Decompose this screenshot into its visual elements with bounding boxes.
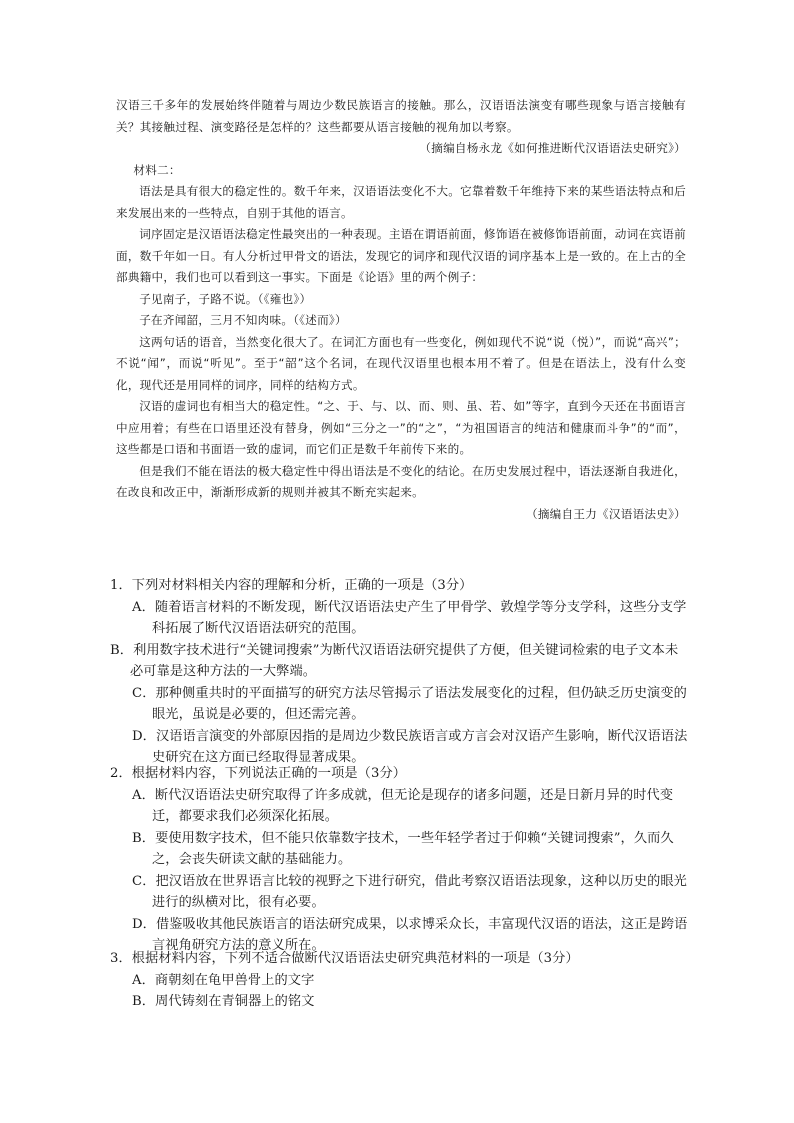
option-c: C．那种侧重共时的平面描写的研究方法尽管揭示了语法发展变化的过程，但仍缺乏历史演变的眼光，虽说是必要的，但还需完善。	[132, 685, 687, 722]
option-a: A．商朝刻在龟甲兽骨上的文字	[132, 972, 315, 988]
option-b: B．周代铸刻在青铜器上的铭文	[132, 994, 315, 1009]
reading-materials	[116, 95, 686, 525]
material2-heading: 材料二：	[133, 162, 181, 177]
material2-quote: 子见南子，子路不说。（《雍也》）	[139, 291, 312, 306]
question-stem: 2．根据材料内容，下列说法正确的一项是（3分）	[110, 766, 407, 781]
material2-paragraph: 汉语的虚词也有相当大的稳定性。“之、于、与、以、而、则、虽、若、如”等字，直到今天还在书面语言中应用着；有些在口语里还没有替身，例如“三分之一”的“之”，“为祖国语言的纯洁和健康而斗争”的“而”，这些都是口语和书面语一致的虚词，而它们正是数千年前传下来的。	[116, 399, 686, 456]
material2-paragraph: 词序固定是汉语语法稳定性最突出的一种表现。主语在谓语前面，修饰语在被修饰语前面，动词在宾语前面，数千年如一日。有人分析过甲骨文的语法，发现它的词序和现代汉语的词序基本上是一致的。在上古的全部典籍中，我们也可以看到这一事实。下面是《论语》里的两个例子：	[116, 227, 686, 284]
material2-paragraph: 这两句话的语音，当然变化很大了。在词汇方面也有一些变化，例如现代不说“说（悦）”，而说“高兴”；不说“闻”，而说“听见”。至于“韶”这个名词，在现代汉语里也根本用不着了。但是在语法上，没有什么变化，现代还是用同样的词序，同样的结构方式。	[116, 334, 686, 392]
option-c: C．把汉语放在世界语言比较的视野之下进行研究，借此考察汉语语法现象，这种以历史的眼光进行的纵横对比，很有必要。	[132, 873, 687, 910]
material2-quote: 子在齐闻韶，三月不知肉味。（《述而》）	[139, 313, 347, 327]
question-3	[110, 948, 690, 1013]
option-b: B．要使用数字技术，但不能只依靠数字技术，一些年轻学者过于仰赖“关键词搜索”，久而久之，会丧失研读文献的基础能力。	[132, 830, 674, 867]
option-d: D．汉语语言演变的外部原因指的是周边少数民族语言或方言会对汉语产生影响，断代汉语语法史研究在这方面已经取得显著成果。	[132, 728, 688, 765]
material2-paragraph: 语法是具有很大的稳定性的。数千年来，汉语语法变化不大。它靠着数千年维持下来的某些语法特点和后来发展出来的一些特点，自别于其他的语言。	[116, 184, 686, 220]
question-stem: 1．下列对材料相关内容的理解和分析，正确的一项是（3分）	[110, 578, 473, 593]
material2-paragraph: 但是我们不能在语法的极大稳定性中得出语法是不变化的结论。在历史发展过程中，语法逐渐自我进化，在改良和改正中，渐渐形成新的规则并被其不断充实起来。	[116, 463, 686, 499]
option-b: B．利用数字技术进行“关键词搜索”为断代汉语语法研究提供了方便，但关键词检索的电子文本未必可靠是这种方法的一大弊端。	[110, 642, 679, 679]
material2-source: （摘编自王力《汉语语法史》）	[525, 506, 686, 521]
option-a: A．随着语言材料的不断发现，断代汉语语法史产生了甲骨学、敦煌学等分支学科，这些分支学科拓展了断代汉语语法研究的范围。	[132, 599, 687, 636]
material1-paragraph: 汉语三千多年的发展始终伴随着与周边少数民族语言的接触。那么，汉语语法演变有哪些现象与语言接触有关？其接触过程、演变路径是怎样的？这些都要从语言接触的视角加以考察。	[116, 98, 686, 134]
material1-source: （摘编自杨永龙《如何推进断代汉语语法史研究》）	[419, 141, 686, 155]
option-d: D．借鉴吸收其他民族语言的语法研究成果，以求博采众长，丰富现代汉语的语法，这正是跨语言视角研究方法的意义所在。	[132, 916, 688, 953]
question-1	[110, 575, 690, 769]
question-2	[110, 763, 690, 957]
option-a: A．断代汉语语法史研究取得了许多成就，但无论是现存的诸多问题，还是日新月异的时代变迁，都要求我们必须深化拓展。	[132, 787, 674, 824]
question-stem: 3．根据材料内容，下列不适合做断代汉语语法史研究典范材料的一项是（3分）	[110, 951, 579, 966]
